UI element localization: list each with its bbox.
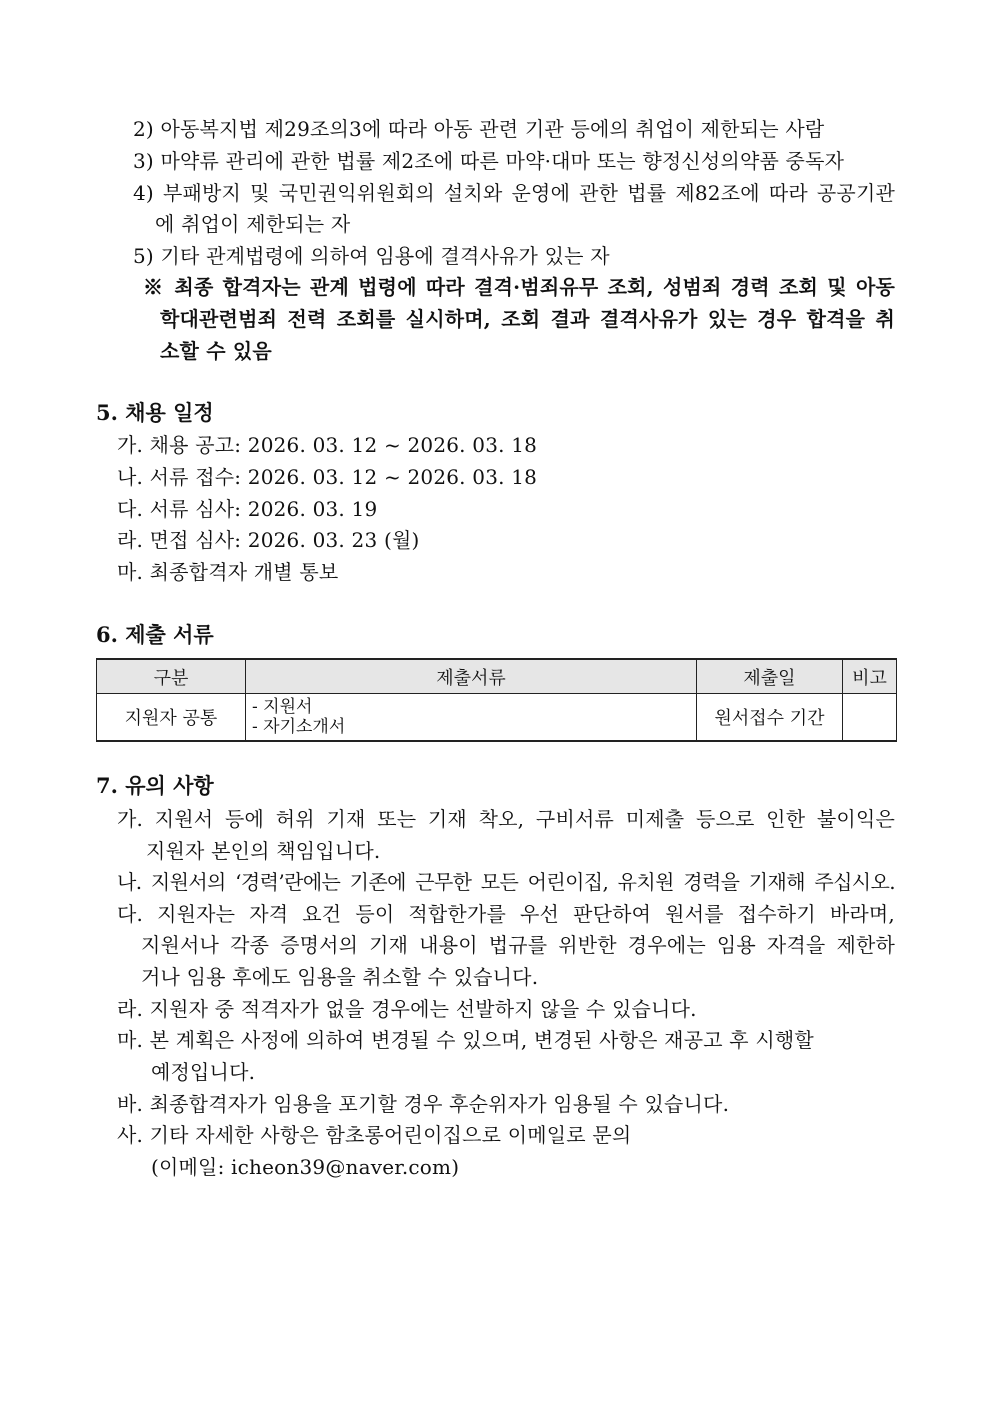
schedule-item-interview: 라. 면접 심사: 2026. 03. 23 (월) <box>117 528 420 552</box>
note-ga-line-2: 지원자 본인의 책임입니다. <box>146 839 381 863</box>
note-da-line-3: 거나 임용 후에도 임용을 취소할 수 있습니다. <box>141 965 539 989</box>
schedule-heading: 5. 채용 일정 <box>96 400 214 425</box>
note-ma-line-2: 예정입니다. <box>151 1060 256 1084</box>
restriction-item-3: 3) 마약류 관리에 관한 법률 제2조에 따른 마약·대마 또는 향정신성의약품 중독자 <box>133 149 845 173</box>
schedule-item-submission: 나. 서류 접수: 2026. 03. 12 ~ 2026. 03. 18 <box>117 465 538 489</box>
restriction-note-line-1: ※ 최종 합격자는 관계 법령에 따라 결격·범죄유무 조회, 성범죄 경력 조회 및 아동 <box>143 275 895 299</box>
note-sa-email: (이메일: icheon39@naver.com) <box>151 1155 460 1179</box>
cell-documents <box>246 694 697 742</box>
table-row <box>97 694 897 742</box>
restriction-note-line-3: 소할 수 있음 <box>160 339 272 363</box>
restriction-item-4: 4) 부패방지 및 국민권익위원회의 설치와 운영에 관한 법률 제82조에 따라 공공기관 <box>133 181 895 205</box>
restriction-item-2: 2) 아동복지법 제29조의3에 따라 아동 관련 기관 등에의 취업이 제한되는 사람 <box>133 117 825 141</box>
documents-table-header <box>97 659 897 694</box>
note-da-line-1: 다. 지원자는 자격 요건 등이 적합한가를 우선 판단하여 원서를 접수하기 바라며, <box>117 902 895 926</box>
note-ma-line-1: 마. 본 계획은 사정에 의하여 변경될 수 있으며, 변경된 사항은 재공고 후 시행할 <box>117 1028 814 1052</box>
document-item: - 지원서 <box>252 697 313 717</box>
documents-table <box>96 658 897 742</box>
cell-note <box>843 694 897 742</box>
note-ra: 라. 지원자 중 적격자가 없을 경우에는 선발하지 않을 수 있습니다. <box>117 997 697 1021</box>
cell-date: 원서접수 기간 <box>697 694 843 742</box>
column-header-note: 비고 <box>843 659 897 694</box>
restriction-item-5: 5) 기타 관계법령에 의하여 임용에 결격사유가 있는 자 <box>133 244 610 268</box>
notes-heading: 7. 유의 사항 <box>96 773 214 798</box>
note-ba: 바. 최종합격자가 임용을 포기할 경우 후순위자가 임용될 수 있습니다. <box>117 1092 730 1116</box>
note-ga-line-1: 가. 지원서 등에 허위 기재 또는 기재 착오, 구비서류 미제출 등으로 인한 불이익은 <box>117 807 895 831</box>
note-na: 나. 지원서의 ‘경력’란에는 기존에 근무한 모든 어린이집, 유치원 경력을 기재해 주십시오. <box>117 870 895 894</box>
cell-category: 지원자 공통 <box>97 694 246 742</box>
document-item: - 자기소개서 <box>252 717 346 737</box>
restriction-item-4-cont: 에 취업이 제한되는 자 <box>155 212 351 236</box>
note-da-line-2: 지원서나 각종 증명서의 기재 내용이 법규를 위반한 경우에는 임용 자격을 제한하 <box>141 933 895 957</box>
note-sa-line-1: 사. 기타 자세한 사항은 함초롱어린이집으로 이메일로 문의 <box>117 1123 632 1147</box>
documents-heading: 6. 제출 서류 <box>96 622 214 647</box>
schedule-item-announcement: 가. 채용 공고: 2026. 03. 12 ~ 2026. 03. 18 <box>117 433 538 457</box>
column-header-date: 제출일 <box>697 659 843 694</box>
schedule-item-screening: 다. 서류 심사: 2026. 03. 19 <box>117 497 378 521</box>
schedule-item-final-notice: 마. 최종합격자 개별 통보 <box>117 560 339 584</box>
column-header-documents: 제출서류 <box>246 659 697 694</box>
column-header-category: 구분 <box>97 659 246 694</box>
restriction-note-line-2: 학대관련범죄 전력 조회를 실시하며, 조회 결과 결격사유가 있는 경우 합격을 취 <box>160 307 895 331</box>
